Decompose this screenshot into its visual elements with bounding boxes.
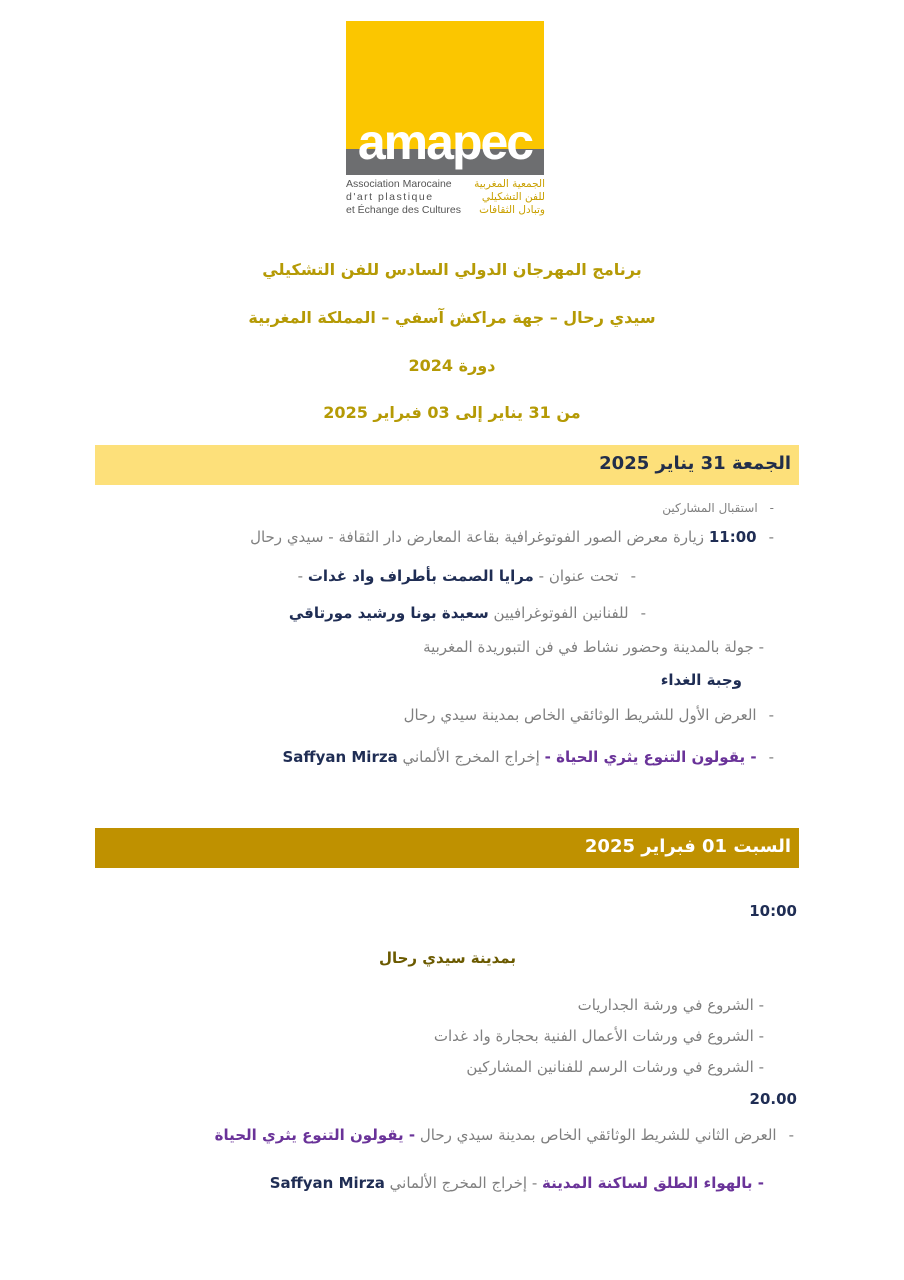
day2-time-morning: 10:00 — [749, 902, 797, 920]
day2-time-evening: 20.00 — [749, 1090, 797, 1108]
day2-workshop-murals: - الشروع في ورشة الجداريات — [577, 996, 764, 1014]
logo-arabic-text: الجمعية المغربية للفن التشكيلي وتبادل الثقافات — [474, 178, 545, 216]
day2-place: بمدينة سيدي رحال — [378, 949, 516, 967]
day1-banner — [95, 445, 799, 485]
date-range-line: من 31 يناير إلى 03 فبراير 2025 — [323, 403, 581, 422]
day2-workshop-painting: - الشروع في ورشات الرسم للفنانين المشاركين — [466, 1058, 764, 1076]
day2-banner — [95, 828, 799, 868]
day2-banner-title: السبت 01 فبراير 2025 — [584, 836, 791, 857]
day1-item-subtitle: -تحت عنوان - مرايا الصمت بأطراف واد غدات - — [297, 567, 636, 585]
day2-workshop-stones: - الشروع في ورشات الأعمال الفنية بحجارة واد غدات — [433, 1027, 764, 1045]
amapec-logo — [346, 115, 544, 175]
day1-item-exhibition: -11:00 زيارة معرض الصور الفوتوغرافية بقاعة المعارض دار الثقافة - سيدي رحال — [250, 528, 774, 546]
day1-item-film: -- يقولون التنوع يثري الحياة - إخراج المخرج الألماني Saffyan Mirza — [282, 748, 774, 766]
day2-item-film: - بالهواء الطلق لساكنة المدينة - إخراج المخرج الألماني Saffyan Mirza — [269, 1174, 764, 1192]
logo-french-text: Association Marocaine d'art plastique et Échange des Cultures — [346, 178, 461, 216]
day1-banner-title: الجمعة 31 يناير 2025 — [599, 453, 791, 474]
day1-item-tour: - جولة بالمدينة وحضور نشاط في فن التبوريدة المغربية — [423, 638, 764, 656]
day1-item-documentary: -العرض الأول للشريط الوثائقي الخاص بمدينة سيدي رحال — [403, 706, 774, 724]
day1-item-reception: -استقبال المشاركين — [662, 501, 774, 515]
edition-line: دورة 2024 — [408, 356, 496, 375]
day1-lunch: وجبة الغداء — [660, 671, 742, 689]
logo-wordmark-text: amapec — [357, 115, 533, 170]
program-title: برنامج المهرجان الدولي السادس للفن التشكيلي — [262, 260, 642, 279]
day2-item-documentary: -العرض الثاني للشريط الوثائقي الخاص بمدينة سيدي رحال - يقولون التنوع يثري الحياة — [214, 1126, 794, 1144]
day1-item-photographers: -للفنانين الفوتوغرافيين سعيدة بونا ورشيد مورتاقي — [288, 604, 646, 622]
location-line: سيدي رحال – جهة مراكش آسفي – المملكة المغربية — [248, 308, 656, 327]
